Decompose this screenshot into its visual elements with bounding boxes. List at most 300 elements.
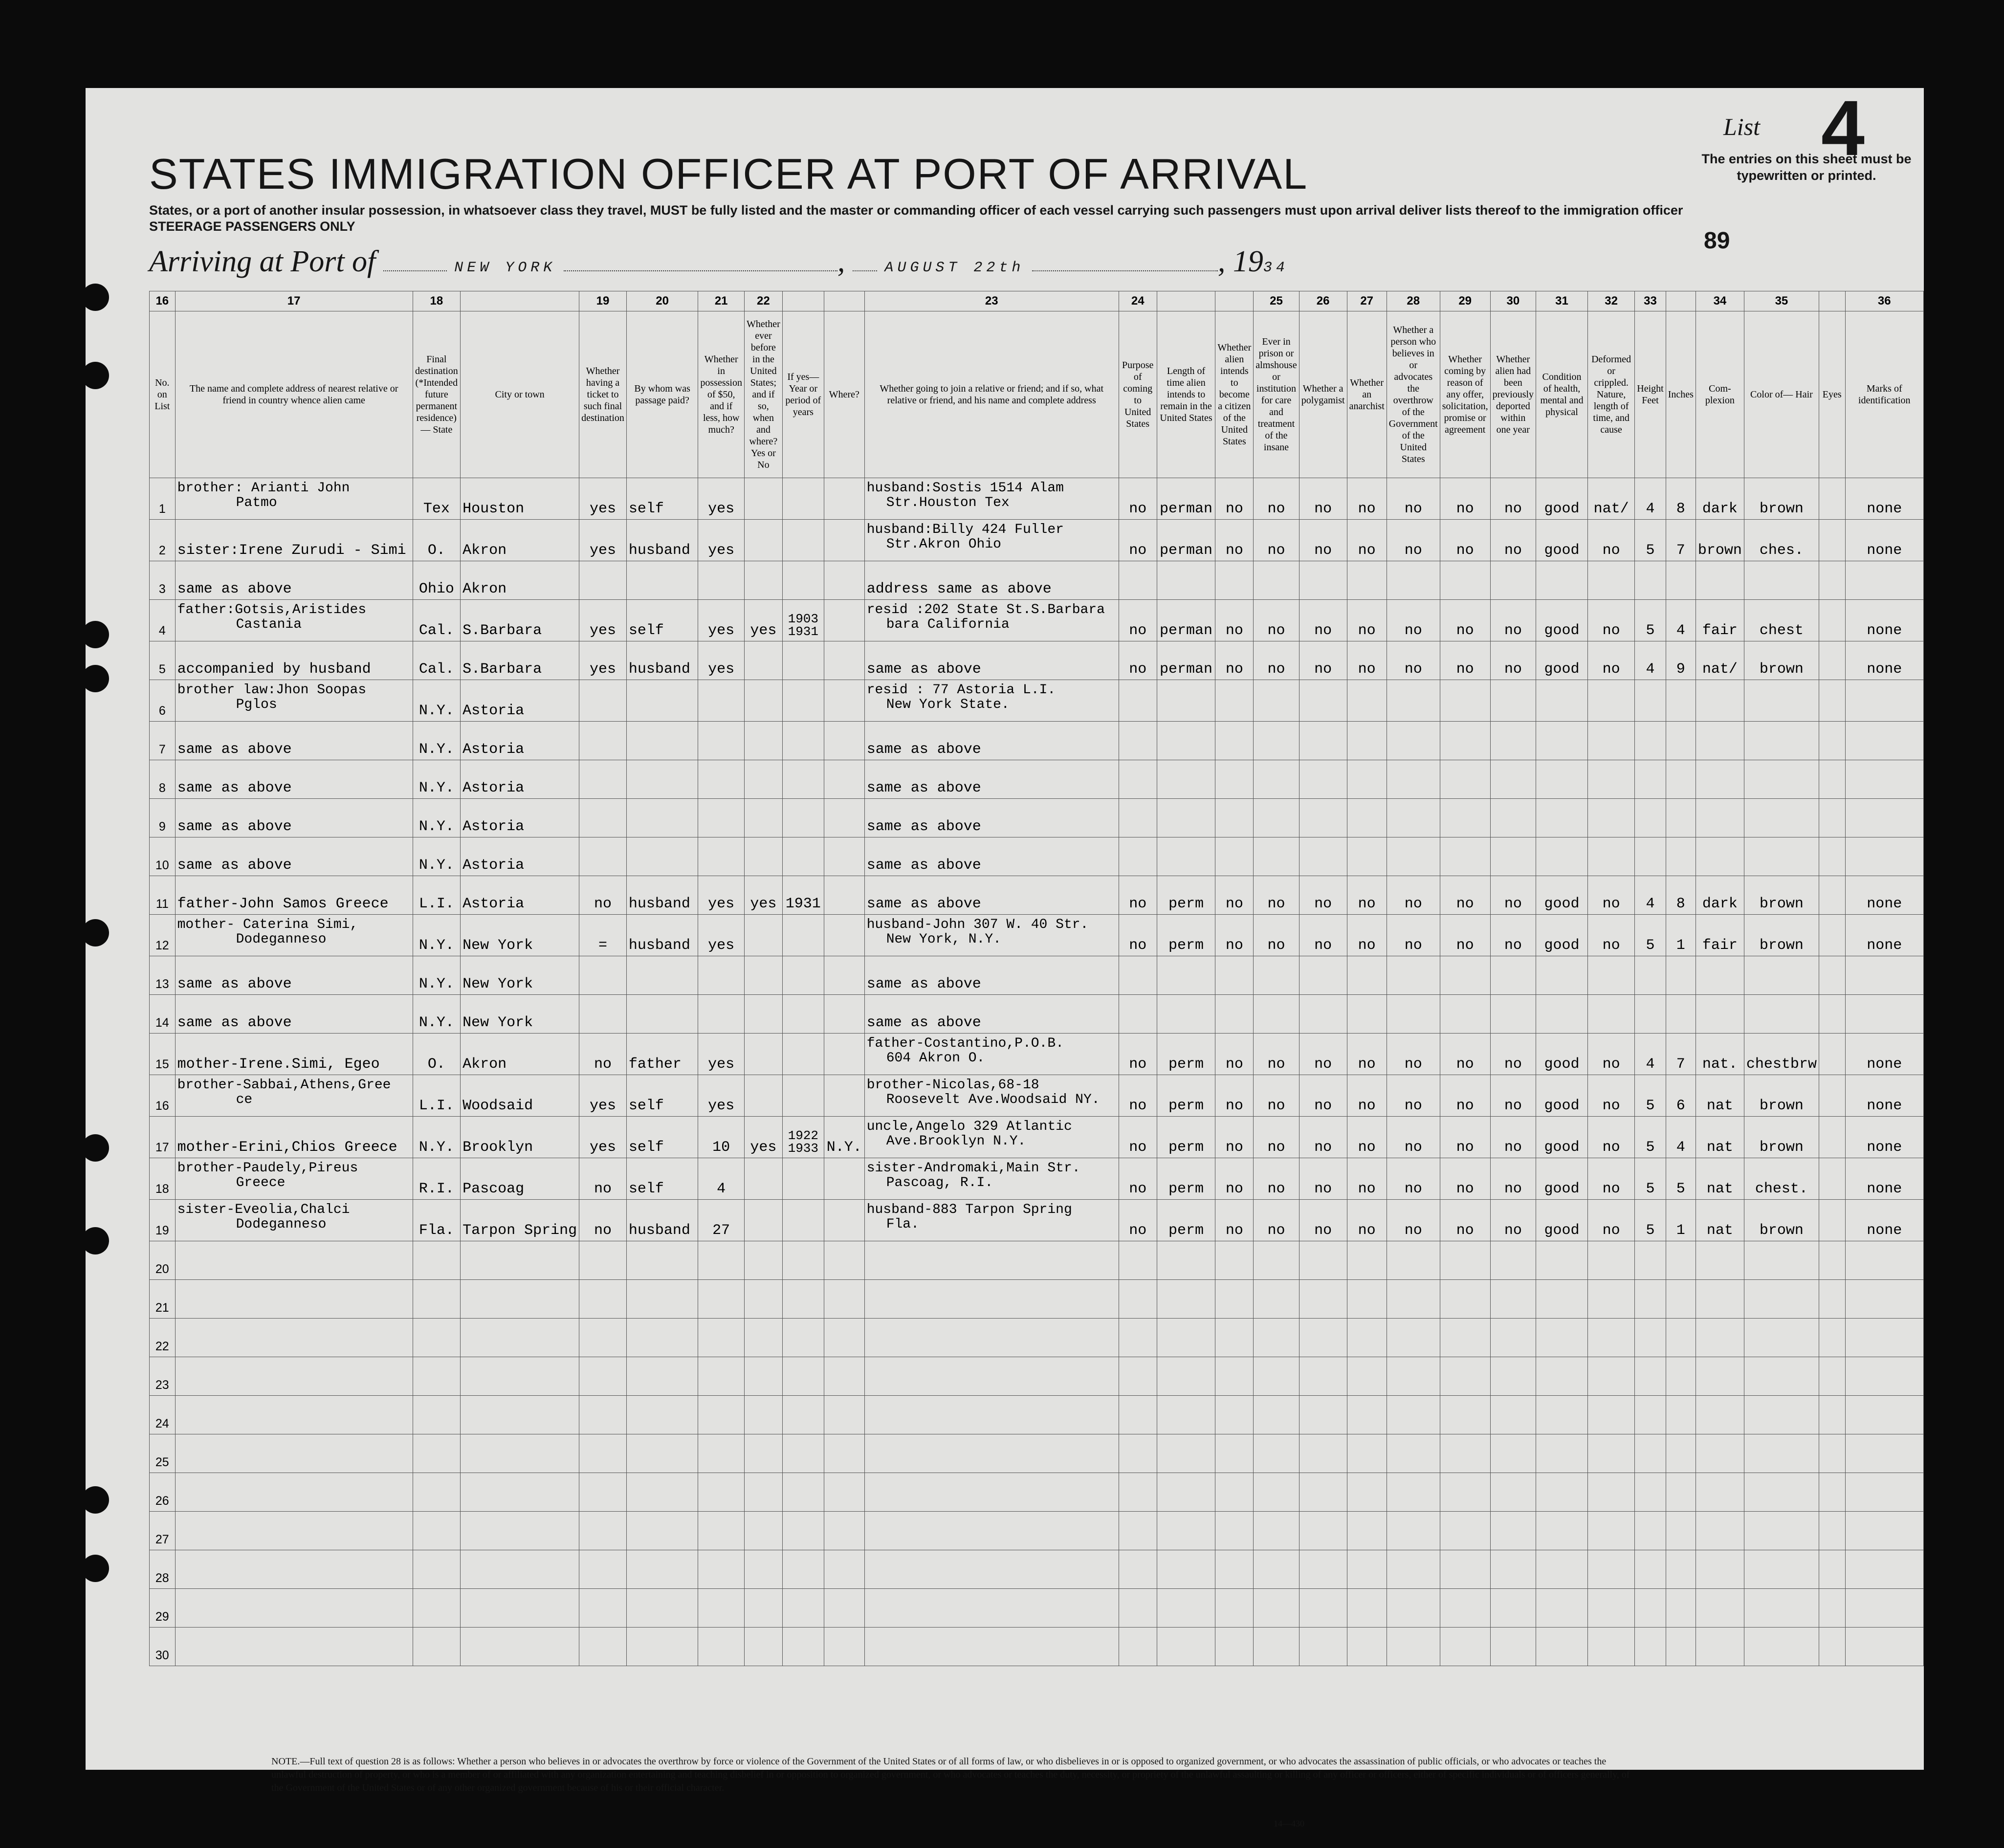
cell-cit (1215, 837, 1254, 876)
cell-purp: no (1119, 1117, 1157, 1158)
column-number (461, 291, 579, 311)
cell-hr: brown (1744, 641, 1819, 680)
cell-hl: good (1536, 520, 1588, 561)
cell-cx (1696, 799, 1744, 837)
cell-mk (1845, 1396, 1924, 1434)
cell-purp (1119, 956, 1157, 995)
cell-hr (1744, 1473, 1819, 1512)
cell-pr (1254, 760, 1299, 799)
cell-rel (175, 680, 413, 722)
cell-pr: no (1254, 600, 1299, 641)
cell-mk (1845, 1319, 1924, 1357)
cell-df (1587, 1473, 1634, 1512)
cell-df (1587, 1396, 1634, 1434)
cell-pr (1254, 1473, 1299, 1512)
cell-hl (1536, 561, 1588, 600)
table-row (150, 1628, 1924, 1666)
cell-purp (1119, 722, 1157, 760)
cell-city: Astoria (461, 680, 579, 722)
cell-ov (1387, 837, 1440, 876)
cell-purp (1119, 1550, 1157, 1589)
cell-pr (1254, 1628, 1299, 1666)
cell-ft (1635, 1589, 1666, 1628)
cell-pr (1254, 799, 1299, 837)
cell-dep (1490, 1550, 1536, 1589)
cell-cit (1215, 1241, 1254, 1280)
cell-ov: no (1387, 1075, 1440, 1117)
cell-n: 19 (150, 1200, 176, 1241)
cell-ov (1387, 1589, 1440, 1628)
cell-df (1587, 1357, 1634, 1396)
table-row (150, 680, 1924, 722)
cell-mk (1845, 1434, 1924, 1473)
cell-pr: no (1254, 1075, 1299, 1117)
cell-pr: no (1254, 520, 1299, 561)
cell-an: no (1347, 1117, 1387, 1158)
cell-ft (1635, 722, 1666, 760)
cell-join (864, 1280, 1119, 1319)
cell-len: perman (1157, 478, 1215, 520)
table-row (150, 561, 1924, 600)
cell-ft: 4 (1635, 641, 1666, 680)
cell-paid (626, 1550, 698, 1589)
cell-st (413, 1550, 460, 1589)
cell-hl: good (1536, 1117, 1588, 1158)
cell-where (824, 680, 864, 722)
binder-hole (82, 665, 109, 692)
cell-line: resid :202 State St.S.Barbara (866, 602, 1105, 617)
cell-ey (1819, 799, 1845, 837)
cell-in (1666, 760, 1696, 799)
cell-purp: no (1119, 600, 1157, 641)
cell-paid (626, 1241, 698, 1280)
cell-rel (175, 600, 413, 641)
cell-rel: father-John Samos Greece (175, 876, 413, 915)
cell-rel: mother-Irene.Simi, Egeo (175, 1034, 413, 1075)
column-header: Color of— Hair (1744, 311, 1819, 478)
cell-purp (1119, 837, 1157, 876)
cell-st: N.Y. (413, 1117, 460, 1158)
cell-in (1666, 1434, 1696, 1473)
steerage-label: STEERAGE PASSENGERS ONLY (149, 219, 355, 234)
cell-pol (1299, 995, 1347, 1034)
column-header: If yes— Year or period of years (782, 311, 824, 478)
cell-ft: 5 (1635, 1117, 1666, 1158)
cell-pr (1254, 1319, 1299, 1357)
cell-money (698, 1280, 745, 1319)
cell-ey (1819, 1434, 1845, 1473)
cell-of (1440, 1550, 1490, 1589)
cell-n: 26 (150, 1473, 176, 1512)
cell-mk: none (1845, 1200, 1924, 1241)
cell-line-2: bara California (886, 617, 1010, 632)
cell-ft (1635, 837, 1666, 876)
cell-money: yes (698, 1075, 745, 1117)
cell-rel: sister:Irene Zurudi - Simi (175, 520, 413, 561)
cell-ever (744, 1628, 782, 1666)
cell-of (1440, 1434, 1490, 1473)
cell-city: Akron (461, 520, 579, 561)
cell-ey (1819, 641, 1845, 680)
cell-yr (782, 915, 824, 956)
cell-city (461, 1241, 579, 1280)
cell-hr: brown (1744, 1075, 1819, 1117)
cell-join (864, 1319, 1119, 1357)
cell-ey (1819, 1396, 1845, 1434)
cell-paid (626, 995, 698, 1034)
cell-paid: husband (626, 915, 698, 956)
cell-hl (1536, 956, 1588, 995)
cell-line: husband-John 307 W. 40 Str. (866, 917, 1089, 932)
cell-money: yes (698, 478, 745, 520)
cell-line: husband-883 Tarpon Spring (866, 1202, 1072, 1217)
cell-cit (1215, 1473, 1254, 1512)
cell-hl (1536, 1357, 1588, 1396)
cell-df (1587, 799, 1634, 837)
cell-st: Ohio (413, 561, 460, 600)
binder-hole (82, 1555, 109, 1582)
cell-ey (1819, 478, 1845, 520)
cell-paid (626, 561, 698, 600)
cell-ft (1635, 1628, 1666, 1666)
cell-where (824, 876, 864, 915)
cell-ever (744, 799, 782, 837)
cell-in (1666, 1319, 1696, 1357)
cell-join (864, 1034, 1119, 1075)
cell-paid: husband (626, 876, 698, 915)
cell-rel: mother-Erini,Chios Greece (175, 1117, 413, 1158)
cell-paid: father (626, 1034, 698, 1075)
cell-cit (1215, 1319, 1254, 1357)
cell-mk: none (1845, 1158, 1924, 1200)
cell-cit (1215, 1512, 1254, 1550)
cell-ey (1819, 1034, 1845, 1075)
cell-st: N.Y. (413, 722, 460, 760)
cell-len (1157, 1473, 1215, 1512)
cell-df: no (1587, 1075, 1634, 1117)
cell-in (1666, 561, 1696, 600)
cell-ever (744, 1319, 782, 1357)
column-number (1819, 291, 1845, 311)
cell-an (1347, 1628, 1387, 1666)
cell-where (824, 1241, 864, 1280)
cell-paid (626, 956, 698, 995)
binder-hole (82, 284, 109, 311)
cell-mk (1845, 1241, 1924, 1280)
cell-n: 9 (150, 799, 176, 837)
cell-join (864, 1434, 1119, 1473)
cell-pol (1299, 722, 1347, 760)
cell-mk (1845, 1357, 1924, 1396)
cell-an (1347, 1241, 1387, 1280)
cell-ey (1819, 561, 1845, 600)
cell-hr (1744, 837, 1819, 876)
cell-where (824, 561, 864, 600)
cell-line: brother-Sabbai,Athens,Gree (177, 1078, 391, 1093)
cell-in (1666, 995, 1696, 1034)
cell-money (698, 1550, 745, 1589)
cell-rel (175, 1241, 413, 1280)
cell-ever (744, 680, 782, 722)
cell-hr (1744, 1357, 1819, 1396)
cell-ft (1635, 1357, 1666, 1396)
cell-ft: 5 (1635, 520, 1666, 561)
cell-df: no (1587, 1034, 1634, 1075)
cell-st: L.I. (413, 876, 460, 915)
cell-paid: self (626, 1075, 698, 1117)
cell-paid (626, 680, 698, 722)
column-header: Eyes (1819, 311, 1845, 478)
cell-ey (1819, 1158, 1845, 1200)
cell-join (864, 1589, 1119, 1628)
cell-paid (626, 1473, 698, 1512)
cell-ever (744, 995, 782, 1034)
cell-pol: no (1299, 641, 1347, 680)
cell-line: sister-Eveolia,Chalci (177, 1202, 350, 1217)
cell-ft: 4 (1635, 478, 1666, 520)
cell-mk (1845, 1280, 1924, 1319)
cell-cit (1215, 1434, 1254, 1473)
cell-yr (782, 1075, 824, 1117)
cell-st (413, 1319, 460, 1357)
cell-rel (175, 1628, 413, 1666)
cell-where: N.Y. (824, 1117, 864, 1158)
cell-pr (1254, 1280, 1299, 1319)
cell-an (1347, 995, 1387, 1034)
cell-where (824, 600, 864, 641)
cell-tk: yes (579, 520, 627, 561)
cell-tk: yes (579, 641, 627, 680)
cell-money (698, 1589, 745, 1628)
cell-st: N.Y. (413, 837, 460, 876)
column-header: Whether alien had been previously deported within one year (1490, 311, 1536, 478)
cell-st: Tex (413, 478, 460, 520)
cell-mk: none (1845, 600, 1924, 641)
cell-st: Fla. (413, 1200, 460, 1241)
cell-paid (626, 1280, 698, 1319)
cell-of (1440, 995, 1490, 1034)
cell-dep (1490, 1357, 1536, 1396)
column-header: The name and complete address of nearest relative or friend in country whence alien came (175, 311, 413, 478)
cell-in: 7 (1666, 1034, 1696, 1075)
cell-in: 8 (1666, 876, 1696, 915)
cell-of (1440, 1241, 1490, 1280)
cell-len (1157, 1396, 1215, 1434)
cell-tk (579, 1396, 627, 1434)
cell-money: 4 (698, 1158, 745, 1200)
cell-an (1347, 722, 1387, 760)
cell-city: Akron (461, 1034, 579, 1075)
cell-ov (1387, 1434, 1440, 1473)
cell-dep (1490, 799, 1536, 837)
column-number: 22 (744, 291, 782, 311)
cell-len (1157, 722, 1215, 760)
arrival-line: Arriving at Port of NEW YORK , AUGUST 22th , 1934 (149, 245, 1289, 278)
cell-hl (1536, 1434, 1588, 1473)
cell-n: 2 (150, 520, 176, 561)
cell-cit (1215, 799, 1254, 837)
cell-dep: no (1490, 1117, 1536, 1158)
cell-hr: brown (1744, 1117, 1819, 1158)
cell-pr (1254, 1357, 1299, 1396)
cell-an (1347, 1280, 1387, 1319)
cell-an: no (1347, 520, 1387, 561)
cell-ey (1819, 1241, 1845, 1280)
arriving-label: Arriving at Port of (149, 245, 376, 278)
binder-hole (82, 362, 109, 389)
cell-an: no (1347, 915, 1387, 956)
cell-df (1587, 1434, 1634, 1473)
cell-join (864, 1200, 1119, 1241)
footer-note: NOTE.—Full text of question 28 is as follows: Whether a person who believes in or advocates the overthrow by force or violence of the Government of the United States or of all forms of law, or who disbelieves in or is opposed to organized government, or who advocates the assassination of public officials, or who advocates or teaches the unlawful destruction of property, or who is a member of or affiliated with any organization entertaining and teaching disbelief in or opposition to organized government, or who advocates or teaches the duty, necessity, or propriety of the unlawful assaulting or killing of any officer or officers, either of specific individuals or of officers generally, of the Government of the United States or of any other organized government because of his or their official character. (271, 1756, 1630, 1793)
cell-n: 10 (150, 837, 176, 876)
cell-len (1157, 1280, 1215, 1319)
cell-yr (782, 641, 824, 680)
cell-mk (1845, 561, 1924, 600)
cell-tk (579, 995, 627, 1034)
cell-rel: same as above (175, 837, 413, 876)
column-number: 34 (1696, 291, 1744, 311)
cell-join: same as above (864, 876, 1119, 915)
cell-city: New York (461, 995, 579, 1034)
cell-hr (1744, 1396, 1819, 1434)
cell-paid (626, 1396, 698, 1434)
cell-ever: yes (744, 600, 782, 641)
cell-mk: none (1845, 641, 1924, 680)
cell-st (413, 1628, 460, 1666)
cell-n: 29 (150, 1589, 176, 1628)
cell-ever (744, 1075, 782, 1117)
cell-cx (1696, 1512, 1744, 1550)
cell-join: same as above (864, 837, 1119, 876)
cell-pol (1299, 799, 1347, 837)
cell-n: 1 (150, 478, 176, 520)
cell-ey (1819, 1589, 1845, 1628)
cell-cx (1696, 722, 1744, 760)
cell-in (1666, 1628, 1696, 1666)
cell-n: 12 (150, 915, 176, 956)
cell-st (413, 1512, 460, 1550)
cell-len: perm (1157, 1075, 1215, 1117)
table-row (150, 1512, 1924, 1550)
cell-tk: no (579, 1200, 627, 1241)
cell-len: perm (1157, 876, 1215, 915)
cell-yr: 1903 1931 (782, 600, 824, 641)
cell-hr (1744, 760, 1819, 799)
column-number: 35 (1744, 291, 1819, 311)
cell-an: no (1347, 1075, 1387, 1117)
column-header: City or town (461, 311, 579, 478)
cell-an: no (1347, 1200, 1387, 1241)
cell-pol: no (1299, 1158, 1347, 1200)
cell-len (1157, 1241, 1215, 1280)
cell-paid: husband (626, 520, 698, 561)
cell-an (1347, 1357, 1387, 1396)
cell-tk: no (579, 876, 627, 915)
list-number: 4 (1821, 84, 1865, 172)
column-number: 25 (1254, 291, 1299, 311)
cell-hr: chest. (1744, 1158, 1819, 1200)
cell-line: husband:Billy 424 Fuller (866, 522, 1064, 537)
column-header-row (150, 311, 1924, 478)
cell-where (824, 641, 864, 680)
table-row (150, 799, 1924, 837)
cell-st: O. (413, 520, 460, 561)
cell-cx (1696, 1280, 1744, 1319)
cell-where (824, 1628, 864, 1666)
cell-ov (1387, 680, 1440, 722)
cell-len: perm (1157, 1158, 1215, 1200)
cell-st (413, 1473, 460, 1512)
cell-pol (1299, 1357, 1347, 1396)
cell-tk (579, 1280, 627, 1319)
table-row (150, 1357, 1924, 1396)
cell-tk: no (579, 1158, 627, 1200)
cell-yr (782, 799, 824, 837)
cell-yr (782, 680, 824, 722)
cell-ft (1635, 1434, 1666, 1473)
cell-join: same as above (864, 995, 1119, 1034)
cell-len (1157, 680, 1215, 722)
cell-n: 15 (150, 1034, 176, 1075)
cell-cx (1696, 1357, 1744, 1396)
cell-n: 6 (150, 680, 176, 722)
cell-paid (626, 799, 698, 837)
cell-where (824, 1357, 864, 1396)
cell-cit (1215, 722, 1254, 760)
cell-where (824, 1396, 864, 1434)
table-row (150, 520, 1924, 561)
cell-money (698, 1357, 745, 1396)
cell-where (824, 1589, 864, 1628)
cell-ov (1387, 1512, 1440, 1550)
cell-paid (626, 1357, 698, 1396)
cell-tk (579, 1434, 627, 1473)
cell-hr: chest (1744, 600, 1819, 641)
cell-hl (1536, 1628, 1588, 1666)
cell-hr (1744, 1280, 1819, 1319)
table-row (150, 1473, 1924, 1512)
table-row (150, 1117, 1924, 1158)
cell-purp: no (1119, 1075, 1157, 1117)
cell-cit: no (1215, 478, 1254, 520)
cell-hr (1744, 1241, 1819, 1280)
column-header: Whether going to join a relative or friend; and if so, what relative or friend, and his name and complete address (864, 311, 1119, 478)
cell-purp (1119, 1280, 1157, 1319)
cell-cx: fair (1696, 915, 1744, 956)
column-number (782, 291, 824, 311)
table-row (150, 1550, 1924, 1589)
cell-where (824, 520, 864, 561)
cell-pol (1299, 1396, 1347, 1434)
cell-ever (744, 760, 782, 799)
cell-hl (1536, 1241, 1588, 1280)
cell-city (461, 1357, 579, 1396)
cell-yr (782, 1034, 824, 1075)
cell-n: 30 (150, 1628, 176, 1666)
cell-rel (175, 1158, 413, 1200)
cell-cit: no (1215, 1117, 1254, 1158)
cell-yr (782, 1473, 824, 1512)
cell-in (1666, 956, 1696, 995)
cell-city (461, 1434, 579, 1473)
cell-of: no (1440, 876, 1490, 915)
cell-city (461, 1319, 579, 1357)
cell-dep: no (1490, 915, 1536, 956)
binder-hole (82, 1227, 109, 1254)
cell-yr (782, 1357, 824, 1396)
cell-pol (1299, 956, 1347, 995)
